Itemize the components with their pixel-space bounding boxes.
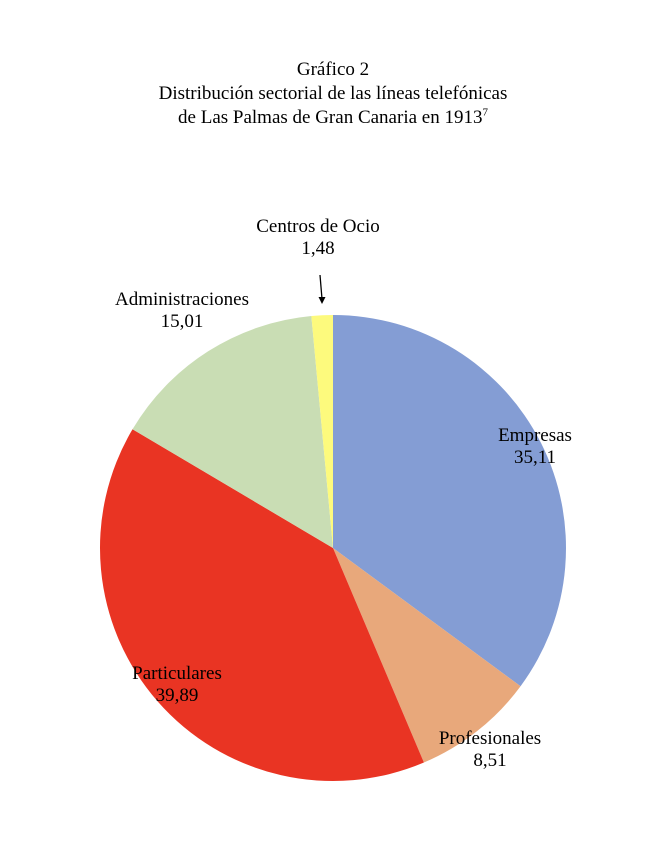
slice-value-centros-de-ocio: 1,48 <box>301 238 335 259</box>
title-line-1: Distribución sectorial de las líneas telefónicas <box>158 83 508 104</box>
figure-number: Gráfico 2 <box>296 59 370 80</box>
slice-label-particulares: Particulares <box>132 663 222 684</box>
slice-label-administraciones: Administraciones <box>114 289 250 310</box>
callout-arrow-line <box>320 275 322 299</box>
title-line-2-text: de Las Palmas de Gran Canaria en 1913 <box>178 107 483 128</box>
slice-label-profesionales: Profesionales <box>438 728 542 749</box>
slice-label-centros-de-ocio: Centros de Ocio <box>256 216 380 237</box>
slice-value-profesionales: 8,51 <box>473 750 507 771</box>
slice-label-empresas: Empresas <box>498 425 572 446</box>
slice-value-administraciones: 15,01 <box>160 311 204 332</box>
pie-slices <box>100 315 566 781</box>
footnote-mark: 7 <box>482 106 488 119</box>
callout-arrow-head <box>319 297 326 304</box>
slice-value-particulares: 39,89 <box>155 685 199 706</box>
slice-value-empresas: 35,11 <box>513 447 557 468</box>
